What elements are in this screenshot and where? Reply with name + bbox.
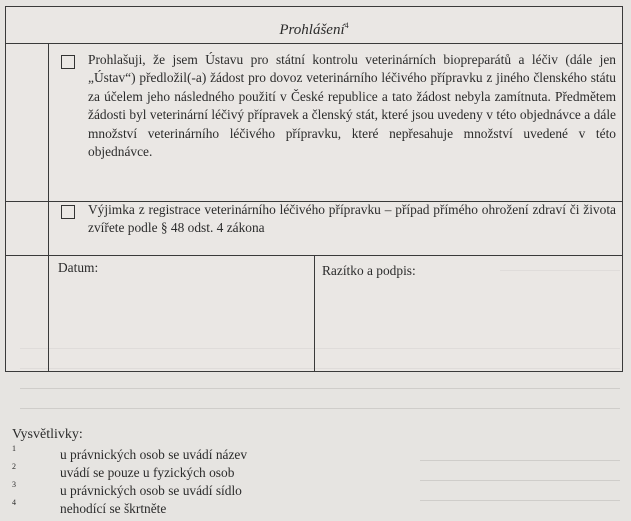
statement-1-checkbox[interactable] [61,55,75,69]
footnote-text: u právnických osob se uvádí název [60,447,248,462]
left-column-divider [48,43,49,371]
signature-column-divider [314,255,315,371]
divider-title [6,43,622,44]
footnote-number: 4 [12,498,16,507]
footnote-text: uvádí se pouze u fyzických osob [60,465,235,480]
title-text: Prohlášení [279,22,345,38]
footnote-text: u právnických osob se uvádí sídlo [60,483,242,498]
stamp-signature-label: Razítko a podpis: [322,263,416,278]
footnotes-title: Vysvětlivky: [12,427,83,442]
statement-1-text: Prohlašuji, že jsem Ústavu pro státní kontrolu veterinárních biopreparátů a léčiv (dále jen „Ústav“) předložil(-a) žádost pro dovoz veterinárního léčivého přípravku z jiného členského státu za účelem jeho následného použití v České republice a tato žádost nebyla zamítnuta. Předmětem žádosti byl veterinární léčivý přípravek a členský stát, které jsou uvedeny v této objednávce a dále množství veterinárního léčivého přípravku, které nepřesahuje množství uvedené v této objednávce. [88,52,616,160]
footnote-number: 1 [12,444,16,453]
title-footnote-ref: 4 [344,21,349,30]
declaration-form [5,6,623,372]
footnote-text: nehodící se škrtněte [60,501,167,516]
declaration-title [6,21,622,39]
statement-2-checkbox[interactable] [61,205,75,219]
date-label: Datum: [58,260,99,275]
footnote-number: 3 [12,480,16,489]
statement-2-text: Výjimka z registrace veterinárního léčivého přípravku – případ přímého ohrožení zdraví či života zvířete podle § 48 odst. 4 zákona [88,202,616,236]
footnote-number: 2 [12,462,16,471]
